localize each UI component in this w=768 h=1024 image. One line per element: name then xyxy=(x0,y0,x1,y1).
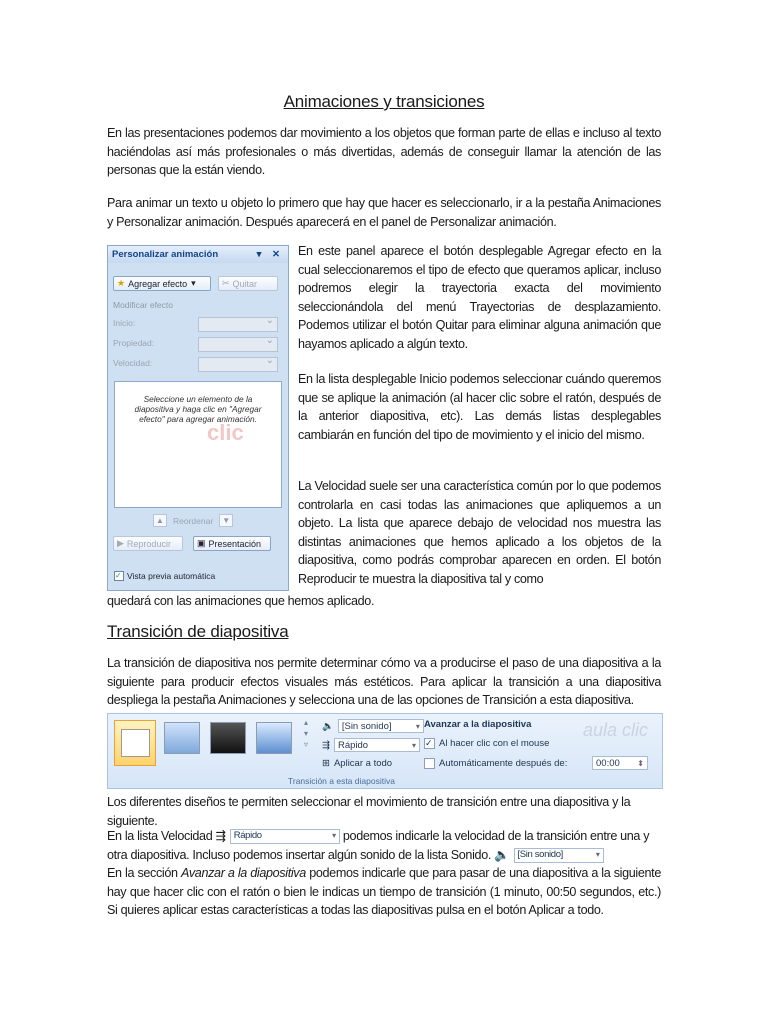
speed-select[interactable] xyxy=(198,357,278,372)
autopreview-checkbox[interactable] xyxy=(114,571,215,581)
advance-text-b: podemos indicarle que para pasar de una diapositiva a la siguiente hay que hacer clic con el ratón o bien le indicas un tiempo de transición (1 minuto, 00:50 segundos, etc.) Si quieres aplicar estas características a todas las diapositivas pulsa en el botón Aplicar a todo. xyxy=(107,866,661,918)
reorder-label: Reordenar xyxy=(173,515,214,526)
remove-button[interactable] xyxy=(218,276,278,291)
on-click-checkbox[interactable] xyxy=(424,738,549,749)
speed-list-text-b: podemos indicarle la velocidad de la transición entre una y otra diapositiva. Incluso podemos insertar algún sonido de la lista Sonido. xyxy=(107,829,650,862)
transition-thumb-black[interactable] xyxy=(210,722,246,754)
apply-all-button[interactable] xyxy=(322,758,392,769)
property-select[interactable] xyxy=(198,337,278,352)
watermark-logo: aula clic xyxy=(582,720,648,740)
start-list-paragraph: En la lista desplegable Inicio podemos seleccionar cuándo queremos que se aplique la animación (al hacer clic sobre el ratón, después de la anterior diapositiva, etc). Las demás listas desplegables cambiarán en función del tipo de movimiento y el inicio del mismo. xyxy=(298,372,661,442)
inline-sound-value: [Sin sonido] xyxy=(517,849,563,861)
speed-list-paragraph xyxy=(107,827,661,865)
speed-label: Velocidad: xyxy=(113,358,153,368)
animation-list[interactable] xyxy=(114,381,282,508)
speed-value: Rápido xyxy=(337,739,369,751)
transition-thumb-none[interactable] xyxy=(114,720,156,766)
designs-paragraph: Los diferentes diseños te permiten seleccionar el movimiento de transición entre una diapositiva y la siguiente. xyxy=(107,795,631,828)
custom-animation-panel xyxy=(107,245,289,591)
modify-effect-label: Modificar efecto xyxy=(113,300,173,310)
start-label: Inicio: xyxy=(113,318,136,328)
speed-icon: ⇶ xyxy=(322,739,330,751)
gallery-scroll[interactable] xyxy=(304,718,308,749)
advance-paragraph xyxy=(107,864,661,920)
add-effect-button[interactable] xyxy=(113,276,211,291)
speed-paragraph-end: quedará con las animaciones que hemos aplicado. xyxy=(107,594,375,608)
autopreview-label: Vista previa automática xyxy=(127,571,216,581)
sound-icon: 🔈 xyxy=(494,848,510,863)
sound-icon: 🔈 xyxy=(322,720,334,732)
animate-paragraph: Para animar un texto u objeto lo primero que hay que hacer es seleccionarlo, ir a la pestaña Animaciones y Personalizar animación. Después aparecerá en el panel de Personalizar animación. xyxy=(107,196,661,229)
add-effect-label: Agregar efecto xyxy=(128,278,188,289)
advance-text-em: Avanzar a la diapositiva xyxy=(181,866,306,880)
remove-icon: ✂ xyxy=(222,278,230,288)
apply-all-label: Aplicar a todo xyxy=(333,758,393,769)
slideshow-icon: ▣ xyxy=(197,538,206,548)
panel-controls[interactable]: ▾ ✕ xyxy=(256,249,284,260)
chevron-down-icon: ▾ xyxy=(304,729,309,738)
more-icon: ▿ xyxy=(304,740,309,749)
remove-label: Quitar xyxy=(232,278,258,289)
reorder-controls xyxy=(153,514,233,527)
on-click-label: Al hacer clic con el mouse xyxy=(439,738,550,749)
auto-after-label: Automáticamente después de: xyxy=(439,758,568,769)
speed-control[interactable]: ⇶ Rápido ▾ xyxy=(322,738,420,752)
empty-list-message: Seleccione un elemento de la diapositiva y haga clic en "Agregar efecto" para agregar animación. xyxy=(134,394,262,424)
panel-header xyxy=(108,246,288,263)
speed-icon: ⇶ xyxy=(215,829,226,844)
auto-after-checkbox[interactable] xyxy=(424,758,567,769)
intro-paragraph: En las presentaciones podemos dar movimiento a los objetos que forman parte de ellas e incluso al texto haciéndolas así más profesionales o más divertidas, además de conseguir llamar la atención de las personas que la están viendo. xyxy=(107,126,661,178)
star-icon: ★ xyxy=(117,278,126,288)
advance-title: Avanzar a la diapositiva xyxy=(424,719,532,730)
play-button[interactable] xyxy=(113,536,183,551)
slideshow-button[interactable] xyxy=(193,536,271,551)
arrow-down-icon[interactable]: ▼ xyxy=(219,514,233,527)
sound-control[interactable]: 🔈 [Sin sonido] ▾ xyxy=(322,719,424,733)
checkmark-icon: ✓ xyxy=(114,571,124,581)
transition-ribbon xyxy=(107,713,663,789)
chevron-down-icon: ▾ xyxy=(191,278,196,288)
checkmark-icon: ✓ xyxy=(424,738,435,749)
time-value: 00:00 xyxy=(596,757,620,769)
inline-speed-combo[interactable]: ⇶ Rápido ▾ xyxy=(216,827,340,846)
advance-text-a: En la sección xyxy=(107,866,182,880)
start-select[interactable] xyxy=(198,317,278,332)
page-title: Animaciones y transiciones xyxy=(283,92,485,111)
property-label: Propiedad: xyxy=(113,338,155,348)
chevron-up-icon: ▴ xyxy=(304,718,309,727)
sound-value: [Sin sonido] xyxy=(341,720,392,732)
transition-thumb-cut[interactable] xyxy=(256,722,292,754)
time-spinner[interactable]: 00:00 ⬍ xyxy=(592,756,648,770)
panel-description-paragraph: En este panel aparece el botón desplegable Agregar efecto en la cual seleccionaremos el tipo de efecto que queramos aplicar, incluso podremos elegir la trayectoria exacta del movimiento seleccionándola del menú Trayectorias de desplazamiento. Podemos utilizar el botón Quitar para eliminar alguna animación que hayamos aplicado a algún texto. xyxy=(298,244,661,351)
panel-title: Personalizar animación xyxy=(112,249,219,260)
play-label: Reproducir xyxy=(126,538,171,549)
speed-list-text-a: En la lista Velocidad xyxy=(107,829,213,843)
watermark-logo: clic xyxy=(207,420,244,445)
arrow-up-icon[interactable]: ▲ xyxy=(153,514,167,527)
play-icon: ▶ xyxy=(117,538,124,548)
speed-paragraph: La Velocidad suele ser una característica común por lo que podemos controlarla en casi todas las animaciones que apliquemos a un objeto. La lista que aparece debajo de velocidad nos muestra las distintas animaciones que hemos aplicado a los objetos de la diapositiva, como podrás comprobar aparecen en orden. El botón Reproducir te muestra la diapositiva tal y como xyxy=(298,479,661,586)
apply-all-icon: ⊞ xyxy=(322,758,330,769)
transition-thumb-fade[interactable] xyxy=(164,722,200,754)
inline-sound-combo[interactable]: 🔈 [Sin sonido] ▾ xyxy=(494,846,603,865)
transition-paragraph: La transición de diapositiva nos permite determinar cómo va a producirse el paso de una diapositiva a la siguiente para producir efectos visuales más estéticos. Para aplicar la transición a una diapositiva despliega la pestaña Animaciones y selecciona una de las opciones de Transición a esta diapositiva. xyxy=(107,656,661,708)
slideshow-label: Presentación xyxy=(208,538,262,549)
inline-speed-value: Rápido xyxy=(233,830,262,842)
group-label: Transición a esta diapositiva xyxy=(288,776,395,786)
section-title: Transición de diapositiva xyxy=(107,622,289,641)
checkbox-empty xyxy=(424,758,435,769)
